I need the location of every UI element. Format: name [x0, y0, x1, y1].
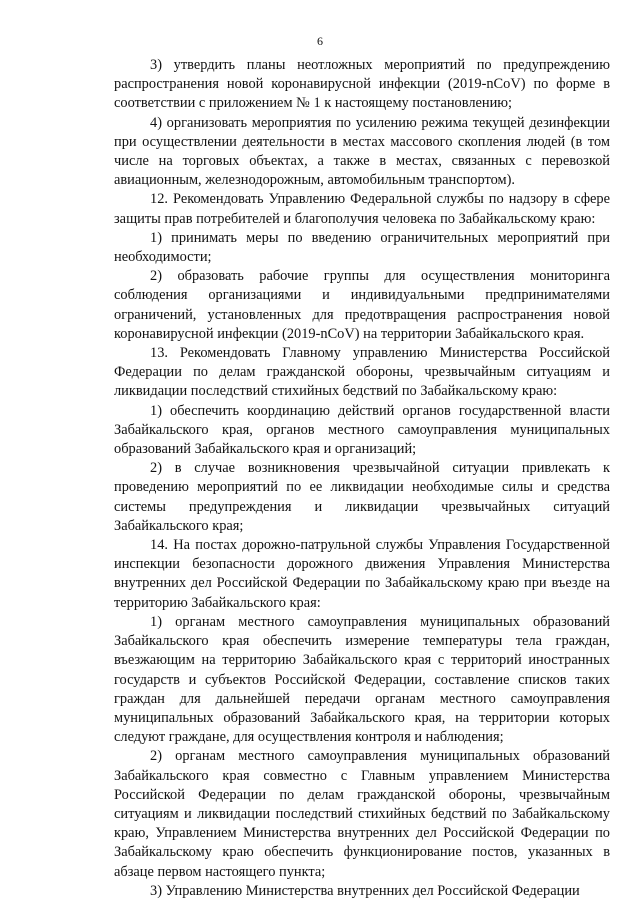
paragraph-item-4: 4) организовать мероприятия по усилению режима текущей дезинфекции при осуществлении деятельности в местах массового скопления людей (в том числе на торговых объектах, а также в местах, связанных с перевозкой авиационным, железнодорожным, автомобильным транспортом). [114, 114, 610, 189]
paragraph-item-3: 3) утвердить планы неотложных мероприятий по предупреждению распространения новой коронавирусной инфекции (2019-nCoV) по форме в соответствии с приложением № 1 к настоящему постановлению; [114, 57, 610, 112]
paragraph-clause-14-item-1: 1) органам местного самоуправления муниципальных образований Забайкальского края обеспечить измерение температуры тела граждан, въезжающим на территорию Забайкальского края с территорий иностранных государств и субъектов Российской Федерации, составление списков таких граждан для дальнейшей передачи органам местного самоуправления муниципальных образований Забайкальского края, на территории которых следуют граждане, для осуществления контроля и наблюдения; [114, 613, 610, 746]
page-number: 6 [317, 34, 323, 48]
paragraph-clause-14: 14. На постах дорожно-патрульной службы Управления Государственной инспекции безопасности дорожного движения Управления Министерства внутренних дел Российской Федерации по Забайкальскому краю при въезде на территорию Забайкальского края: [114, 537, 610, 611]
paragraph-clause-14-item-3: 3) Управлению Министерства внутренних дел Российской Федерации [150, 882, 580, 899]
document-body [114, 56, 610, 901]
paragraph-clause-13-item-1: 1) обеспечить координацию действий органов государственной власти Забайкальского края, органов местного самоуправления муниципальных образований Забайкальского края и организаций; [114, 402, 610, 458]
paragraph-clause-12: 12. Рекомендовать Управлению Федеральной службы по надзору в сфере защиты прав потребителей и благополучия человека по Забайкальскому краю: [114, 191, 610, 227]
paragraph-clause-12-item-2: 2) образовать рабочие группы для осуществления мониторинга соблюдения организациями и индивидуальными предпринимателями ограничений, установленных для предотвращения распространения новой коронавирусной инфекции (2019-nCoV) на территории Забайкальского края. [114, 268, 610, 342]
paragraph-clause-13: 13. Рекомендовать Главному управлению Министерства Российской Федерации по делам гражданской обороны, чрезвычайным ситуациям и ликвидации последствий стихийных бедствий по Забайкальскому краю: [114, 345, 610, 400]
paragraph-clause-14-item-2: 2) органам местного самоуправления муниципальных образований Забайкальского края совместно с Главным управлением Министерства Российской Федерации по делам гражданской обороны, чрезвычайным ситуациям и ликвидации последствий стихийных бедствий по Забайкальскому краю, Управлением Министерства внутренних дел Российской Федерации по Забайкальскому краю обеспечить функционирование постов, указанных в абзаце первом настоящего пункта; [114, 748, 610, 880]
paragraph-clause-13-item-2: 2) в случае возникновения чрезвычайной ситуации привлекать к проведению мероприятий по ее ликвидации необходимые силы и средства системы предупреждения и ликвидации чрезвычайных ситуаций Забайкальского края; [114, 460, 610, 534]
paragraph-clause-12-item-1: 1) принимать меры по введению ограничительных мероприятий при необходимости; [114, 229, 610, 266]
